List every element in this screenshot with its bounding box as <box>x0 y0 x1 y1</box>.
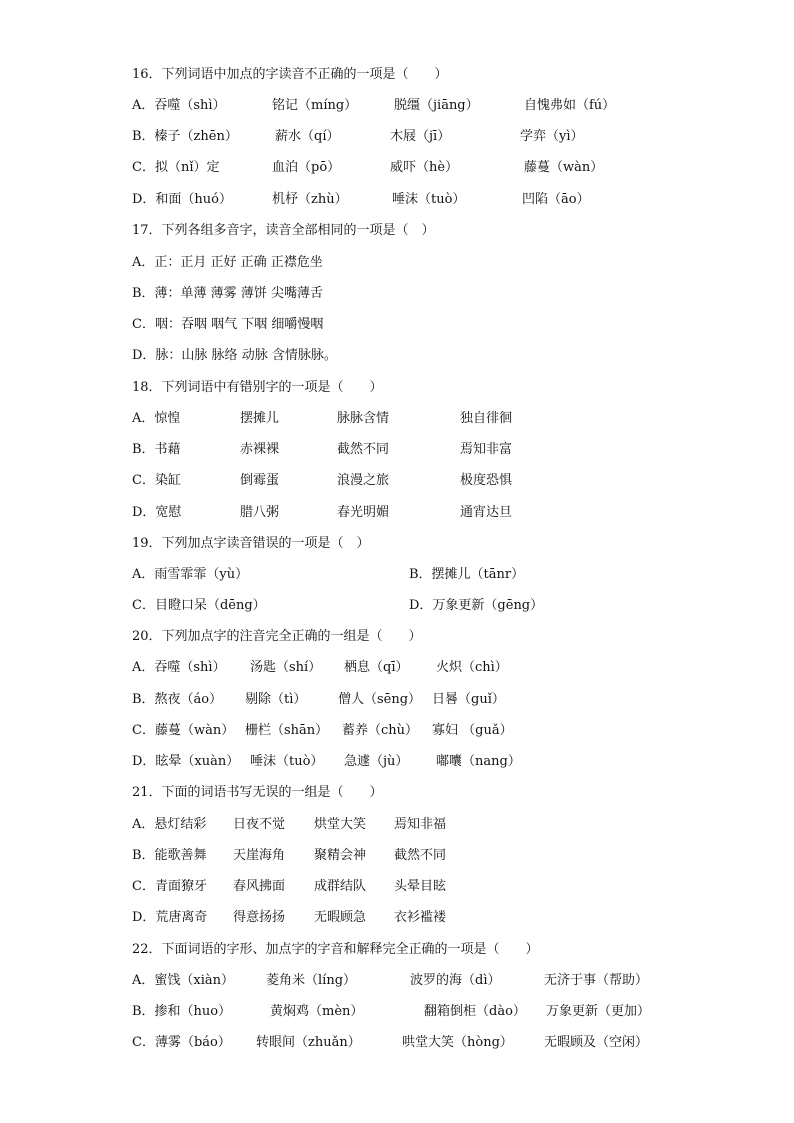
option-c-item-1: C．藤蔓（wàn） <box>132 723 235 738</box>
option-c-item-1: C．青面獠牙 <box>132 879 207 894</box>
option-a-item-3: 脱缰（jiāng） <box>394 98 479 113</box>
option-c-item-2: 春风拂面 <box>233 879 286 894</box>
option-a-item-2: 菱角米（líng） <box>266 973 357 988</box>
option-b-item-1: B．掺和（huo） <box>132 1004 232 1019</box>
option-c-item-1: C．染缸 <box>132 473 181 488</box>
option-b-item-3: 木屐（jī） <box>390 129 451 144</box>
option-c-item-1: C．薄雾（báo） <box>132 1035 231 1050</box>
option-b-item-1: B．榛子（zhēn） <box>132 129 238 144</box>
option-d-item-3: 春光明媚 <box>337 505 390 520</box>
option-b-item-1: B．能歌善舞 <box>132 848 207 863</box>
option-c-item-4: 极度恐惧 <box>460 473 513 488</box>
option-c-item-2: 转眼间（zhuǎn） <box>256 1035 361 1050</box>
question-17-option-b: B．薄：单薄 薄雾 薄饼 尖嘴薄舌 <box>132 286 323 301</box>
option-a-item-3: 烘堂大笑 <box>314 817 367 832</box>
option-d-item-1: D．荒唐离奇 <box>132 910 208 925</box>
option-d-item-1: D．眩晕（xuàn） <box>132 754 240 769</box>
option-d-item-3: 急遽（jù） <box>344 754 409 769</box>
question-16-stem: 16．下列词语中加点的字读音不正确的一项是（ ） <box>132 67 448 82</box>
option-c-item-3: 蓄养（chù） <box>342 723 419 738</box>
option-d-item-2: 腊八粥 <box>240 505 280 520</box>
option-d-item-2: 得意扬扬 <box>233 910 286 925</box>
option-c: C．目瞪口呆（dēng） <box>132 598 266 613</box>
option-b-item-4: 焉知非富 <box>460 442 513 457</box>
option-c-item-3: 哄堂大笑（hòng） <box>402 1035 513 1050</box>
option-b-item-1: B．书藉 <box>132 442 181 457</box>
option-a-item-2: 汤匙（shí） <box>250 660 322 675</box>
question-22-stem: 22．下面词语的字形、加点字的字音和解释完全正确的一项是（ ） <box>132 942 539 957</box>
option-b-item-4: 学弈（yì） <box>520 129 584 144</box>
option-b-item-2: 天崖海角 <box>233 848 286 863</box>
question-21-stem: 21．下面的词语书写无误的一组是（ ） <box>132 785 383 800</box>
option-d-item-1: D．和面（huó） <box>132 192 232 207</box>
option-a-item-4: 火炽（chì） <box>436 660 508 675</box>
option-b-item-4: 日晷（guǐ） <box>432 692 505 707</box>
option-a-item-4: 自愧弗如（fú） <box>524 98 616 113</box>
option-b-item-2: 薪水（qí） <box>275 129 340 144</box>
option-a-item-1: A．惊惶 <box>132 411 181 426</box>
option-a: A．雨雪霏霏（yù） <box>132 567 249 582</box>
option-d-item-3: 唾沫（tuò） <box>392 192 466 207</box>
option-a-item-2: 铭记（míng） <box>272 98 358 113</box>
option-b-item-3: 翻箱倒柜（dào） <box>424 1004 526 1019</box>
option-d-item-3: 无暇顾急 <box>314 910 367 925</box>
option-c-item-4: 无暇顾及（空闲） <box>544 1035 649 1050</box>
option-c-item-3: 成群结队 <box>314 879 367 894</box>
option-d-item-4: 衣衫褴褛 <box>394 910 447 925</box>
option-c-item-4: 寡妇 （guǎ） <box>432 723 513 738</box>
option-b-item-3: 聚精会神 <box>314 848 367 863</box>
option-a-item-2: 摆摊儿 <box>240 411 280 426</box>
question-20-stem: 20．下列加点字的注音完全正确的一组是（ ） <box>132 629 422 644</box>
option-b-item-3: 截然不同 <box>337 442 390 457</box>
option-a-item-1: A．悬灯结彩 <box>132 817 207 832</box>
option-d: D．万象更新（gēng） <box>409 598 544 613</box>
option-a-item-4: 焉知非福 <box>394 817 447 832</box>
option-d-item-4: 凹陷（āo） <box>522 192 590 207</box>
question-19-stem: 19．下列加点字读音错误的一项是（ ） <box>132 536 370 551</box>
option-b-item-2: 黄焖鸡（mèn） <box>270 1004 364 1019</box>
option-b-item-4: 万象更新（更加） <box>546 1004 651 1019</box>
option-d-item-1: D．宽慰 <box>132 505 182 520</box>
option-c-item-2: 倒霉蛋 <box>240 473 280 488</box>
option-a-item-2: 日夜不觉 <box>233 817 286 832</box>
option-d-item-4: 嘟囔（nang） <box>436 754 521 769</box>
option-d-item-2: 机杼（zhù） <box>272 192 348 207</box>
option-c-item-4: 头晕目眩 <box>394 879 447 894</box>
option-a-item-1: A．蜜饯（xiàn） <box>132 973 235 988</box>
option-a-item-3: 栖息（qī） <box>344 660 409 675</box>
option-a-item-4: 独自徘徊 <box>460 411 513 426</box>
option-d-item-4: 通宵达旦 <box>460 505 513 520</box>
option-a-item-4: 无济于事（帮助） <box>544 973 649 988</box>
option-b-item-3: 僧人（sēng） <box>338 692 422 707</box>
option-c-item-3: 威吓（hè） <box>390 160 459 175</box>
option-c-item-4: 藤蔓（wàn） <box>524 160 604 175</box>
option-c-item-3: 浪漫之旅 <box>337 473 390 488</box>
option-a-item-3: 脉脉含情 <box>337 411 390 426</box>
question-17-stem: 17．下列各组多音字，读音全部相同的一项是（ ） <box>132 223 435 238</box>
question-17-option-c: C．咽：吞咽 咽气 下咽 细嚼慢咽 <box>132 317 324 332</box>
option-c-item-1: C．拟（nǐ）定 <box>132 160 220 175</box>
option-b-item-4: 截然不同 <box>394 848 447 863</box>
option-a-item-3: 波罗的海（dì） <box>410 973 501 988</box>
option-b-item-1: B．熬夜（áo） <box>132 692 223 707</box>
question-17-option-a: A．正：正月 正好 正确 正襟危坐 <box>132 255 323 270</box>
option-c-item-2: 血泊（pō） <box>272 160 341 175</box>
option-b-item-2: 赤裸裸 <box>240 442 280 457</box>
option-b: B．摆摊儿（tānr） <box>409 567 525 582</box>
option-d-item-2: 唾沫（tuò） <box>250 754 324 769</box>
question-18-stem: 18．下列词语中有错别字的一项是（ ） <box>132 380 383 395</box>
option-a-item-1: A．吞噬（shì） <box>132 98 226 113</box>
question-17-option-d: D．脉：山脉 脉络 动脉 含情脉脉。 <box>132 348 337 363</box>
option-b-item-2: 剔除（tì） <box>245 692 307 707</box>
option-c-item-2: 栅栏（shān） <box>245 723 329 738</box>
option-a-item-1: A．吞噬（shì） <box>132 660 226 675</box>
